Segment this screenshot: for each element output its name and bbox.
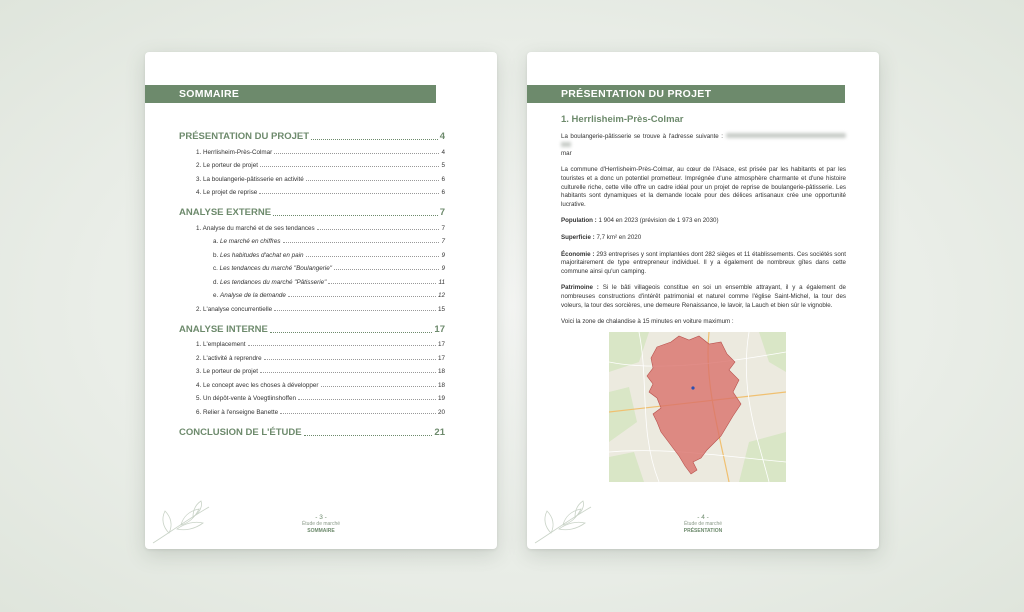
toc-entry-title: Le marché en chiffres <box>220 238 281 245</box>
toc-page-number: 7 <box>441 224 445 232</box>
toc-subsection-entry[interactable] <box>179 264 445 272</box>
toc-page-number: 15 <box>437 305 445 313</box>
toc-page-number: 18 <box>437 381 445 389</box>
toc-entry-letter: e. <box>213 292 219 299</box>
toc-leader-dots <box>273 215 438 216</box>
toc-subsection-entry[interactable] <box>179 237 445 245</box>
footer-section: PRÉSENTATION <box>683 528 723 534</box>
address-tail: mar <box>561 149 572 157</box>
toc-entry-title: 2. L'analyse concurrentielle <box>196 305 273 313</box>
toc-entry-title: ANALYSE EXTERNE <box>179 207 272 218</box>
address-intro: La boulangerie-pâtisserie se trouve à l'adresse suivante : <box>561 132 723 140</box>
economie-paragraph <box>561 251 846 277</box>
toc-entry[interactable] <box>179 224 445 232</box>
toc-entry-title: 2. L'activité à reprendre <box>196 354 262 362</box>
toc-leader-dots <box>298 399 436 400</box>
redacted-address <box>726 133 846 138</box>
page-footer <box>527 514 879 535</box>
page-footer <box>145 514 497 535</box>
page-heading: 1. Herrlisheim-Près-Colmar <box>561 114 684 125</box>
document-title: Étude de marché <box>683 521 723 527</box>
toc-page-number: 9 <box>441 251 445 259</box>
toc-leader-dots <box>306 256 440 257</box>
toc-leader-dots <box>274 310 436 311</box>
toc-entry-title: 3. La boulangerie-pâtisserie en activité <box>196 175 304 183</box>
population-label: Population : <box>561 217 597 225</box>
toc-entry[interactable] <box>179 188 445 196</box>
toc-subsection-entry[interactable] <box>179 278 445 286</box>
toc-leader-dots <box>306 180 440 181</box>
toc-leader-dots <box>260 166 440 167</box>
toc-page-number: 7 <box>441 238 445 245</box>
toc-page-number: 19 <box>437 395 445 402</box>
document-page-3 <box>145 52 497 549</box>
toc-leader-dots <box>260 372 436 373</box>
toc-leader-dots <box>274 153 439 154</box>
toc-entry-title: 2. Le porteur de projet <box>196 162 258 169</box>
toc-entry[interactable] <box>179 381 445 389</box>
toc-entry[interactable] <box>179 148 445 156</box>
patrimoine-label: Patrimoine : <box>561 284 599 292</box>
page-number: - 3 - <box>315 514 327 521</box>
catchment-area-map <box>609 332 786 482</box>
toc-entry-title: 4. Le concept avec les choses à développer <box>196 381 319 389</box>
toc-entry-title: 1. Analyse du marché et de ses tendances <box>196 224 315 232</box>
toc-leader-dots <box>259 193 439 194</box>
toc-leader-dots <box>288 296 436 297</box>
toc-page-number: 11 <box>438 278 445 286</box>
toc-page-number: 12 <box>437 292 445 299</box>
toc-entry-letter: a. <box>213 238 219 245</box>
toc-entry-title: Analyse de la demande <box>220 292 286 299</box>
table-of-contents <box>179 130 445 438</box>
toc-page-number: 17 <box>434 323 445 335</box>
toc-page-number: 18 <box>437 368 445 375</box>
toc-entry-title: 6. Relier à l'enseigne Banette <box>196 408 279 416</box>
toc-entry[interactable] <box>179 367 445 375</box>
toc-leader-dots <box>270 332 433 333</box>
document-page-4 <box>527 52 879 549</box>
toc-entry-letter: b. <box>213 251 219 259</box>
toc-entry[interactable] <box>179 161 445 169</box>
toc-subsection-entry[interactable] <box>179 251 445 259</box>
toc-page-number: 4 <box>441 148 445 156</box>
toc-leader-dots <box>248 345 436 346</box>
toc-section-entry[interactable] <box>179 426 445 438</box>
page-number: - 4 - <box>697 514 709 521</box>
toc-entry-title: CONCLUSION DE L'ÉTUDE <box>179 426 302 438</box>
section-banner: SOMMAIRE <box>145 85 436 103</box>
toc-section-entry[interactable] <box>179 130 445 142</box>
toc-entry-title: 1. Herrlisheim-Près-Colmar <box>196 148 273 156</box>
document-title: Étude de marché <box>301 521 341 527</box>
intro-paragraph: La commune d'Herrlisheim-Près-Colmar, au cœur de l'Alsace, est prisée par les habitants et par les touristes et a donc un potentiel prometteur. Imprégnée d'une atmosphère charmante et d'une histoire culturelle riche, cette ville offre un cadre idéal pour un projet de reprise de boulangerie-pâtisserie. Les habitants sont dynamiques et la demande locale pour des délices artisanaux crée une opportunité lucrative. <box>561 166 846 208</box>
footer-section: SOMMAIRE <box>307 528 335 534</box>
toc-page-number: 7 <box>439 207 445 218</box>
toc-page-number: 4 <box>439 131 445 142</box>
toc-leader-dots <box>311 139 438 140</box>
toc-page-number: 5 <box>441 162 445 169</box>
toc-entry-title: 3. Le porteur de projet <box>196 368 258 375</box>
toc-leader-dots <box>280 413 436 414</box>
toc-entry-letter: c. <box>213 265 218 272</box>
zone-caption: Voici la zone de chalandise à 15 minutes en voiture maximum : <box>561 318 734 326</box>
economie-label: Économie : <box>561 250 595 258</box>
patrimoine-paragraph <box>561 284 846 310</box>
toc-entry[interactable] <box>179 175 445 183</box>
toc-entry-title: Les habitudes d'achat en pain <box>220 251 304 259</box>
toc-entry[interactable] <box>179 340 445 348</box>
toc-entry-title: Les tendances du marché "Boulangerie" <box>219 265 332 272</box>
section-banner: PRÉSENTATION DU PROJET <box>527 85 845 103</box>
toc-page-number: 6 <box>441 189 445 196</box>
toc-leader-dots <box>304 435 433 436</box>
address-paragraph <box>561 133 846 159</box>
toc-entry[interactable] <box>179 408 445 416</box>
superficie-label: Superficie : <box>561 233 595 241</box>
superficie-value: 7,7 km² en 2020 <box>596 233 642 241</box>
map-graphic <box>609 332 786 482</box>
toc-entry-title: PRÉSENTATION DU PROJET <box>179 131 310 142</box>
toc-entry-title: ANALYSE INTERNE <box>179 323 268 335</box>
redacted-address-2 <box>561 142 571 147</box>
superficie-line <box>561 234 846 243</box>
toc-page-number: 21 <box>434 426 445 438</box>
toc-section-entry[interactable] <box>179 206 445 218</box>
toc-entry[interactable] <box>179 305 445 313</box>
toc-entry-title: 4. Le projet de reprise <box>196 189 258 196</box>
toc-leader-dots <box>321 386 436 387</box>
toc-entry-title: 1. L'emplacement <box>196 341 246 348</box>
toc-page-number: 20 <box>437 408 445 416</box>
economie-value: 293 entreprises y sont implantées dont 282 sièges et 11 établissements. Ces sociétés sont majoritairement de type entrepreneur individuel. Il y a également de nombreux gîtes dans cette commune ainsi qu'un camping. <box>561 250 846 275</box>
toc-page-number: 9 <box>441 265 445 272</box>
toc-leader-dots <box>334 269 440 270</box>
toc-page-number: 17 <box>437 341 445 348</box>
toc-entry[interactable] <box>179 354 445 362</box>
toc-entry[interactable] <box>179 394 445 402</box>
population-line <box>561 217 846 226</box>
patrimoine-value: Si le bâti villageois constitue en soi un ensemble attrayant, il y a également de nombreuses constructions d'intérêt patrimonial et naturel comme l'église Saint-Michel, la tour des voleurs, la tour des sorcières, une demeure Renaissance, le lavoir, la Lauch et bien sûr le vignoble. <box>561 284 846 309</box>
toc-subsection-entry[interactable] <box>179 291 445 299</box>
toc-leader-dots <box>328 283 436 284</box>
toc-section-entry[interactable] <box>179 323 445 335</box>
toc-entry-letter: d. <box>213 278 219 286</box>
toc-leader-dots <box>283 242 440 243</box>
toc-leader-dots <box>317 229 440 230</box>
toc-leader-dots <box>264 359 436 360</box>
toc-page-number: 6 <box>441 175 445 183</box>
toc-page-number: 17 <box>437 354 445 362</box>
toc-entry-title: 5. Un dépôt-vente à Voegtlinshoffen <box>196 395 297 402</box>
population-value: 1 904 en 2023 (prévision de 1 973 en 2030) <box>598 217 719 225</box>
toc-entry-title: Les tendances du marché "Pâtisserie" <box>220 278 327 286</box>
page-content <box>561 116 846 335</box>
